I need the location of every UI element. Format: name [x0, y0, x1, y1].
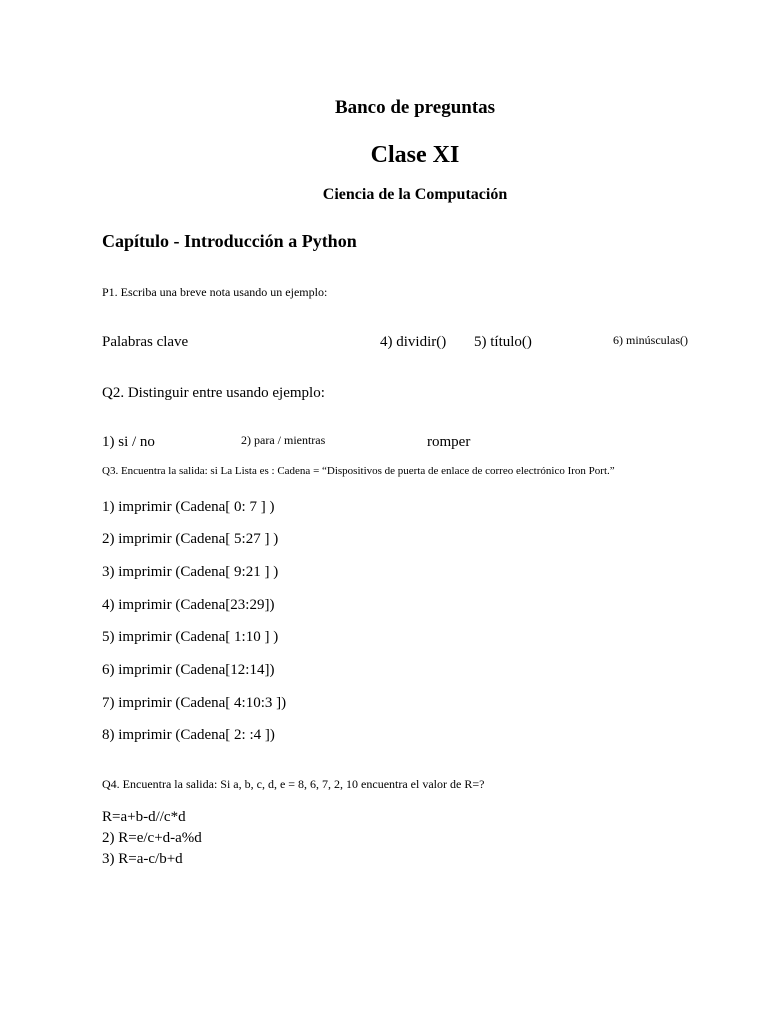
question-3-item: 7) imprimir (Cadena[ 4:10:3 ]) — [102, 695, 287, 711]
question-1-item: 5) título() — [474, 334, 532, 350]
question-4-item: 3) R=a-c/b+d — [102, 851, 183, 867]
question-3-item: 4) imprimir (Cadena[23:29]) — [102, 597, 275, 613]
question-1-item: Palabras clave — [102, 334, 189, 350]
question-3-item: 6) imprimir (Cadena[12:14]) — [102, 662, 275, 678]
class-title: Clase XI — [370, 142, 460, 168]
question-1-item: 4) dividir() — [380, 334, 447, 350]
question-3-item: 8) imprimir (Cadena[ 2: :4 ]) — [102, 727, 275, 743]
chapter-heading: Capítulo - Introducción a Python — [102, 231, 357, 251]
question-2-item: 1) si / no — [102, 434, 155, 450]
question-1-item: 6) minúsculas() — [613, 333, 688, 347]
question-4-item: 2) R=e/c+d-a%d — [102, 830, 202, 846]
subject-title: Ciencia de la Computación — [322, 186, 508, 203]
document-title: Banco de preguntas — [334, 97, 496, 118]
question-3-item: 2) imprimir (Cadena[ 5:27 ] ) — [102, 531, 279, 547]
question-3-prompt: Q3. Encuentra la salida: si La Lista es : Cadena = “Dispositivos de puerta de enlace de correo electrónico Iron Port.” — [102, 465, 615, 477]
question-4-item: R=a+b-d//c*d — [102, 809, 186, 825]
question-2-item: 2) para / mientras — [241, 433, 326, 447]
question-3-item: 1) imprimir (Cadena[ 0: 7 ] ) — [102, 499, 275, 515]
question-3-item: 5) imprimir (Cadena[ 1:10 ] ) — [102, 629, 279, 645]
question-1-prompt: P1. Escriba una breve nota usando un ejemplo: — [102, 285, 328, 299]
question-3-item: 3) imprimir (Cadena[ 9:21 ] ) — [102, 564, 279, 580]
question-4-prompt: Q4. Encuentra la salida: Si a, b, c, d, e = 8, 6, 7, 2, 10 encuentra el valor de R=? — [102, 777, 485, 791]
question-2-prompt: Q2. Distinguir entre usando ejemplo: — [102, 385, 325, 401]
question-2-item: romper — [427, 434, 471, 450]
